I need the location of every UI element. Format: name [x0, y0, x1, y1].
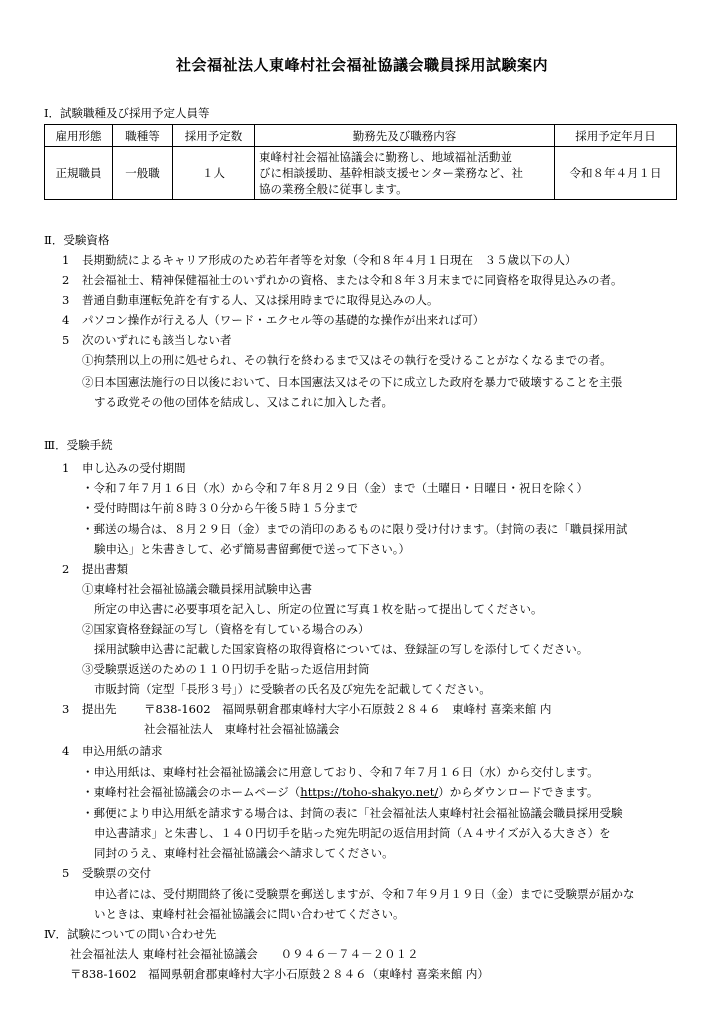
document-note: 市販封筒（定型「長形３号」）に受験者の氏名及び宛先を記載してください。	[94, 682, 491, 696]
table-header: 採用予定年月日	[555, 125, 677, 147]
list-number: 4	[62, 744, 70, 758]
bullet-item: ・郵便により申込用紙を請求する場合は、封筒の表に「社会福祉法人東峰村社会福祉協議会職員採用受験	[82, 806, 623, 820]
duties-line: 東峰村社会福祉協議会に勤務し、地域福祉活動並	[259, 150, 512, 164]
homepage-text-before: ・東峰村社会福祉協議会のホームページ（	[82, 785, 301, 799]
page-title: 社会福祉法人東峰村社会福祉協議会職員採用試験案内	[175, 56, 548, 74]
list-number: 3	[62, 702, 70, 716]
bullet-item: ・申込用紙は、東峰村社会福祉協議会に用意しており、令和７年７月１６日（水）から交付します。	[82, 765, 599, 779]
list-number: 5	[62, 333, 70, 347]
list-item: 長期勤続によるキャリア形成のため若年者等を対象（令和８年４月１日現在 ３５歳以下の人）	[82, 253, 577, 267]
document-item: ③受験票返送のための１１０円切手を貼った返信用封筒	[82, 662, 370, 676]
table-header-row	[45, 125, 677, 147]
hire-date-cell: 令和８年４月１日	[555, 147, 677, 200]
document-item: ①東峰村社会福祉協議会職員採用試験申込書	[82, 582, 312, 596]
table-header: 勤務先及び職務内容	[255, 125, 555, 147]
section2-heading: Ⅱ．受験資格	[44, 233, 110, 247]
list-item: 普通自動車運転免許を有する人、又は採用時までに取得見込みの人。	[82, 293, 439, 307]
subsection-title: 申し込みの受付期間	[82, 461, 186, 475]
bullet-item: ・受付時間は午前８時３０分から午後５時１５分まで	[82, 501, 358, 515]
list-number: 3	[62, 293, 70, 307]
bullet-item-cont: 申込書請求」と朱書し、１４０円切手を貼った宛先明記の返信用封筒（Ａ４サイズが入る大きさ）を	[94, 826, 611, 840]
list-number: 1	[62, 253, 70, 267]
employment-type-cell: 正規職員	[45, 147, 113, 200]
contact-address: 〒838-1602 福岡県朝倉郡東峰村大字小石原鼓２８４６（東峰村 喜楽来館 内）	[70, 967, 489, 981]
list-number: 2	[62, 273, 70, 287]
contact-org-phone: 社会福祉法人 東峰村社会福祉協議会 ０９４６－７４－２０１２	[70, 947, 419, 961]
document-item: ②国家資格登録証の写し（資格を有している場合のみ）	[82, 622, 370, 636]
bullet-item: ・令和７年７月１６日（水）から令和７年８月２９日（金）まで（土曜日・日曜日・祝日を除く）	[82, 481, 588, 495]
list-number: 5	[62, 866, 70, 880]
recruitment-table	[44, 124, 677, 200]
table-header: 雇用形態	[45, 125, 113, 147]
list-item: 社会福祉士、精神保健福祉士のいずれかの資格、または令和８年３月末までに同資格を取得見込みの者。	[82, 273, 623, 287]
subsection-title: 提出先	[82, 702, 117, 716]
job-type-cell: 一般職	[113, 147, 173, 200]
list-number: 1	[62, 461, 70, 475]
paragraph-line: 申込者には、受付期間終了後に受験票を郵送しますが、令和７年９月１９日（金）までに受験票が届かな	[94, 887, 635, 901]
homepage-link[interactable]: https://toho-shakyo.net/	[300, 785, 439, 799]
hire-count-cell: １人	[173, 147, 255, 200]
subsection-title: 受験票の交付	[82, 866, 151, 880]
duties-line: びに相談援助、基幹相談支援センター業務など、社	[259, 166, 524, 180]
list-number: 4	[62, 313, 70, 327]
submission-address: 〒838-1602 福岡県朝倉郡東峰村大字小石原鼓２８４６ 東峰村 喜楽来館 内	[144, 702, 552, 716]
section4-heading: Ⅳ．試験についての問い合わせ先	[44, 927, 217, 941]
bullet-item-homepage	[82, 784, 598, 800]
section1-heading: Ⅰ．試験職種及び採用予定人員等	[44, 106, 210, 120]
list-item: パソコン操作が行える人（ワード・エクセル等の基礎的な操作が出来れば可）	[82, 313, 485, 327]
submission-organization: 社会福祉法人 東峰村社会福祉協議会	[144, 722, 340, 736]
disqualification-item: ①拘禁刑以上の刑に処せられ、その執行を終わるまで又はその執行を受けることがなくなるまでの者。	[82, 353, 612, 367]
duties-cell	[255, 147, 555, 200]
table-header: 職種等	[113, 125, 173, 147]
list-number: 2	[62, 562, 70, 576]
bullet-item: ・郵送の場合は、８月２９日（金）までの消印のあるものに限り受け付けます。（封筒の表に「職員採用試	[82, 522, 628, 536]
section3-heading: Ⅲ．受験手続	[44, 438, 113, 452]
bullet-item-cont: 同封のうえ、東峰村社会福祉協議会へ請求してください。	[94, 846, 394, 860]
subsection-title: 提出書類	[82, 562, 128, 576]
document-note: 所定の申込書に必要事項を記入し、所定の位置に写真１枚を貼って提出してください。	[94, 602, 543, 616]
document-note: 採用試験申込書に記載した国家資格の取得資格については、登録証の写しを添付してください。	[94, 642, 589, 656]
table-row	[45, 147, 677, 200]
disqualification-item: ②日本国憲法施行の日以後において、日本国憲法又はその下に成立した政府を暴力で破壊することを主張	[82, 375, 623, 389]
table-header: 採用予定数	[173, 125, 255, 147]
bullet-item-cont: 験申込」と朱書きして、必ず簡易書留郵便で送って下さい。）	[94, 542, 411, 556]
disqualification-item-cont: する政党その他の団体を結成し、又はこれに加入した者。	[94, 395, 393, 409]
list-item: 次のいずれにも該当しない者	[82, 333, 232, 347]
subsection-title: 申込用紙の請求	[82, 744, 163, 758]
homepage-text-after: ）からダウンロードできます。	[438, 785, 599, 799]
paragraph-line: いときは、東峰村社会福祉協議会に問い合わせてください。	[94, 907, 405, 921]
duties-line: 協の業務全般に従事します。	[259, 182, 408, 196]
